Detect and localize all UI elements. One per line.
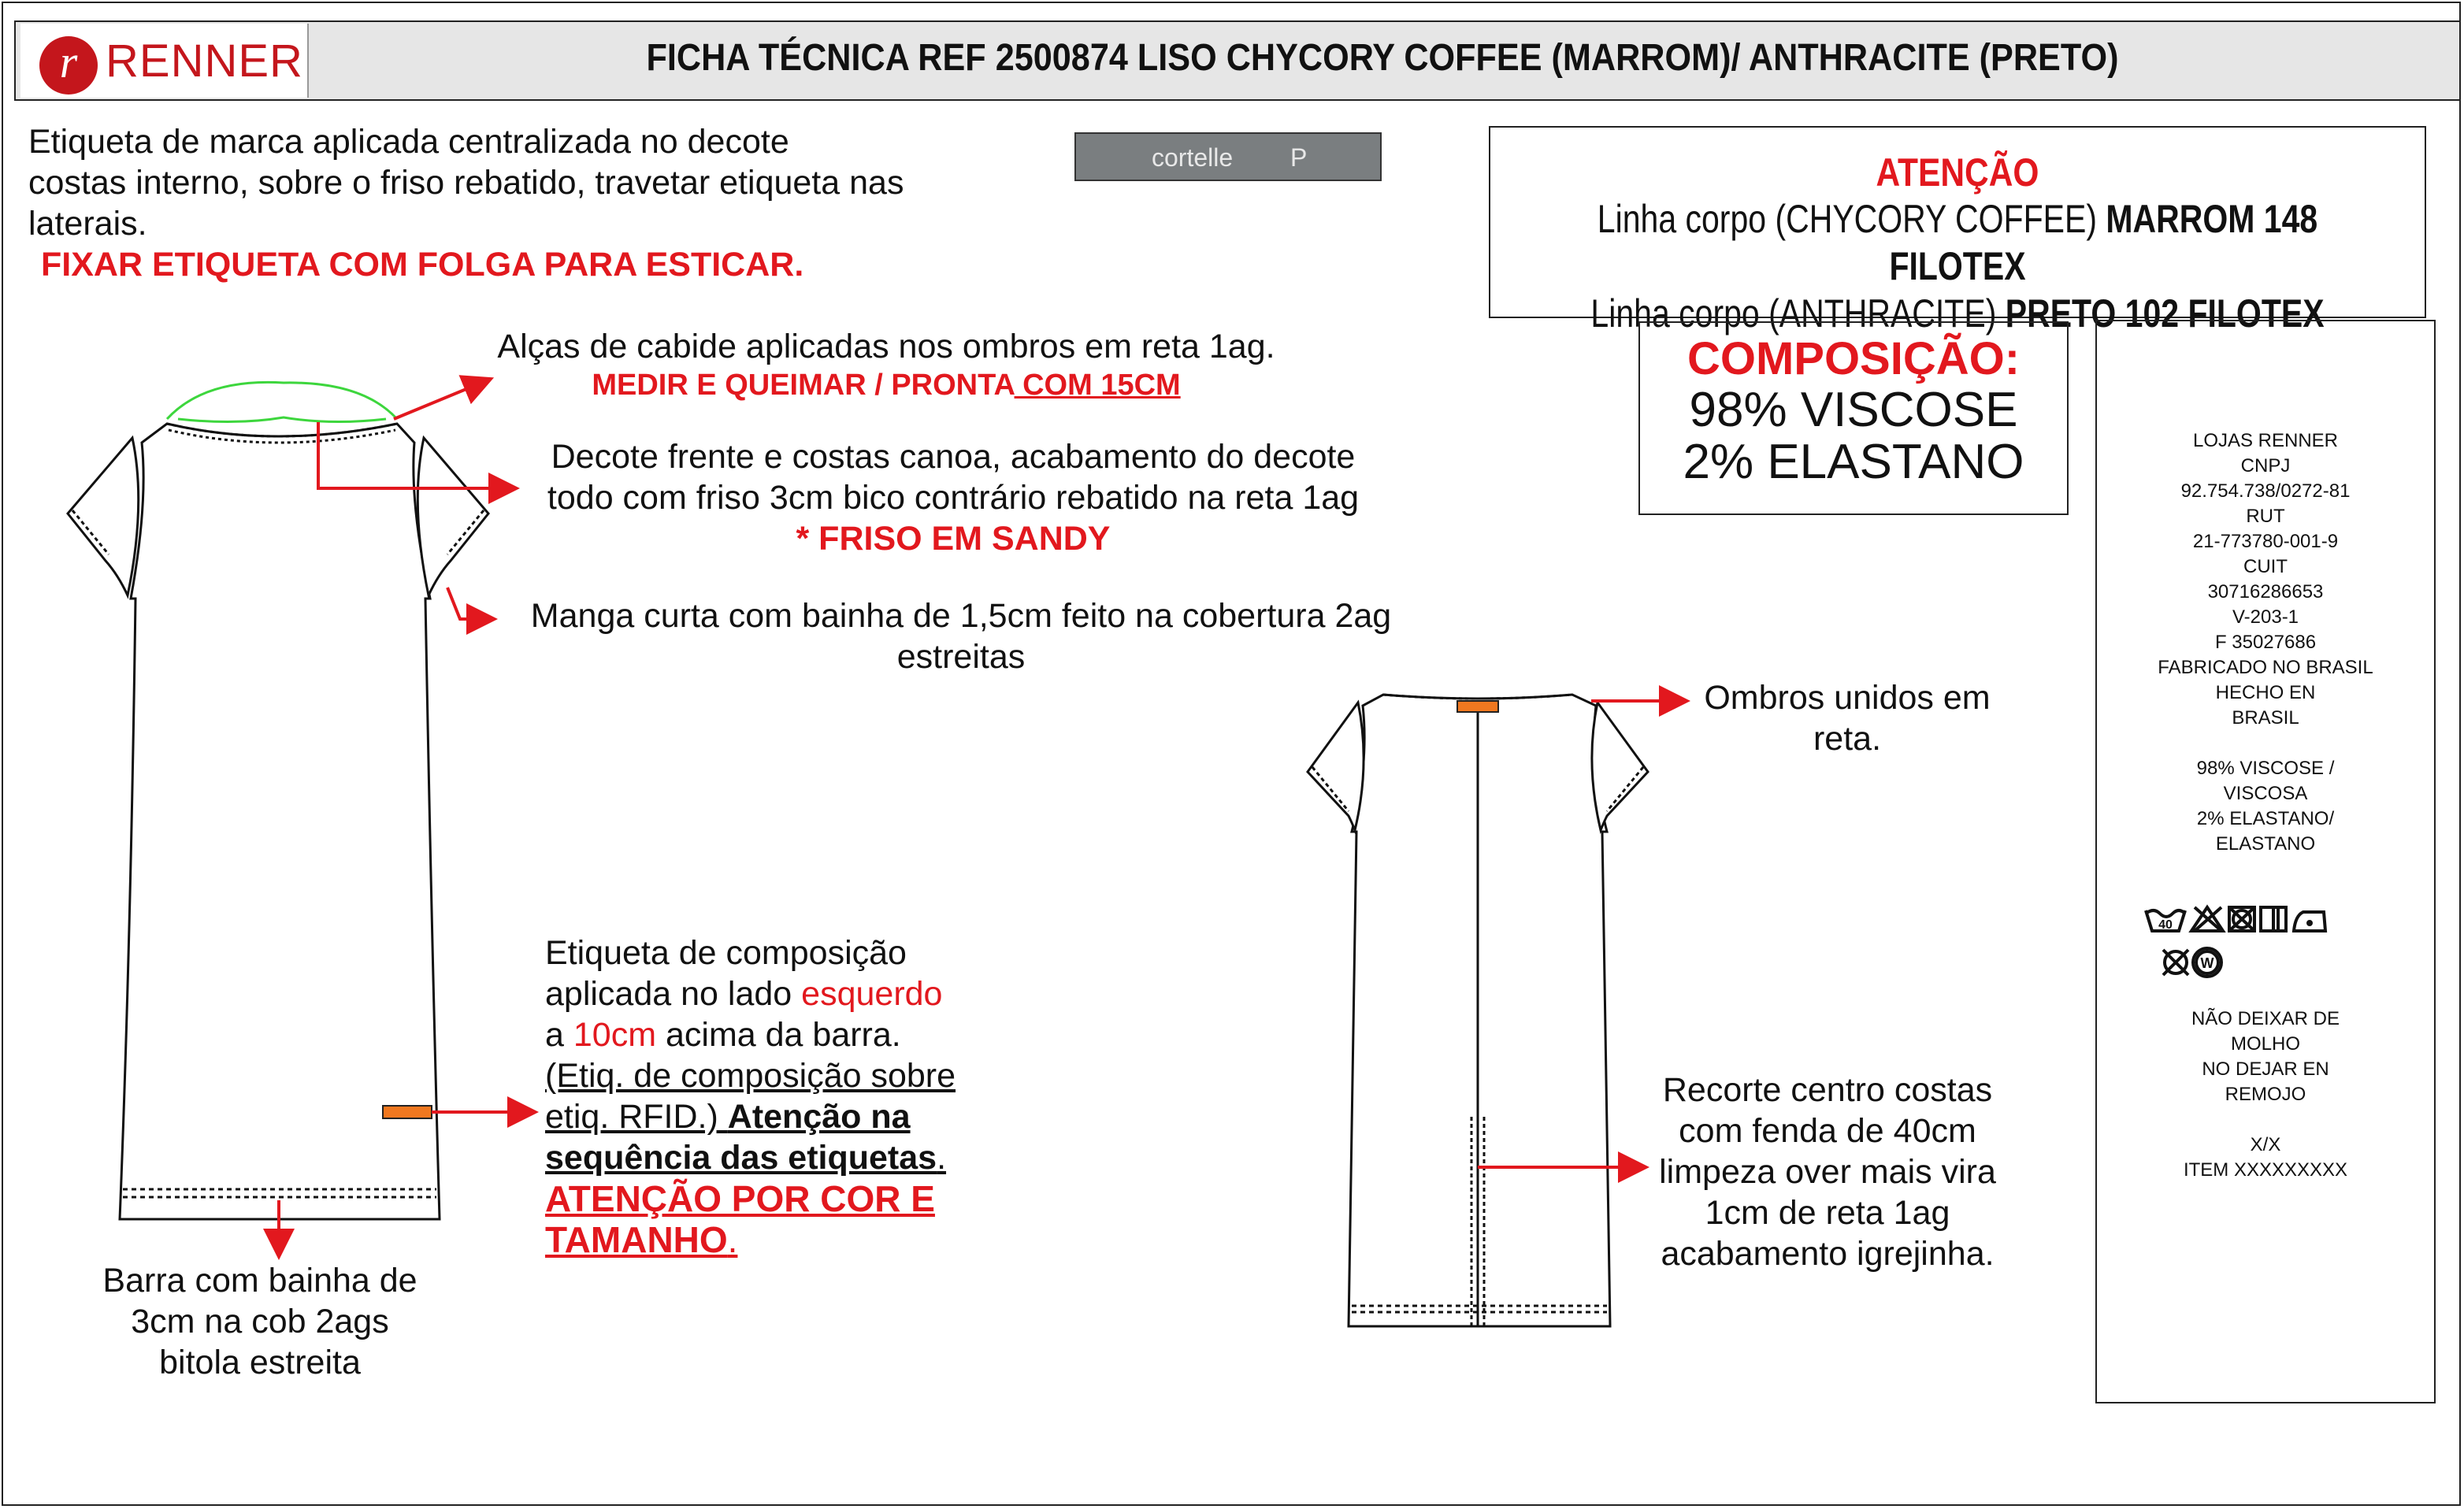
sleeve-annotation [496,595,1426,677]
back-seam-text: acabamento igrejinha. [1661,1235,1995,1273]
brand-label-size: P [1290,143,1308,172]
care-label-line: RUT [2246,506,2285,527]
brand-label-instruction-line: costas interno, sobre o friso rebatido, travetar etiqueta nas [28,164,904,202]
attention-line-thread: PRETO 102 FILOTEX [2005,291,2325,336]
arrow-sleeve [447,588,488,619]
brand-label-warning: FIXAR ETIQUETA COM FOLGA PARA ESTICAR. [41,246,804,284]
neckline-annotation [512,436,1394,559]
care-label-line: BRASIL [2232,707,2299,729]
comp-label-text-part: a [545,1016,573,1054]
comp-label-sequence: sequência das etiquetas [545,1139,937,1177]
hanger-loops [167,382,397,419]
care-label-line: ITEM XXXXXXXXX [2183,1159,2348,1181]
back-seam-text: limpeza over mais vira [1659,1153,1996,1191]
comp-label-sequence: Atenção na [727,1098,911,1136]
comp-label-text: (Etiq. de composição sobre [545,1057,956,1095]
back-brand-label-marker [1457,701,1498,712]
care-label-line: 98% VISCOSE / [2196,758,2335,779]
hem-annotation [71,1260,449,1383]
composition-line: 98% VISCOSE [1689,383,2018,437]
brand-logo-text: RENNER [106,35,303,87]
neckline-text: todo com friso 3cm bico contrário rebatido na reta 1ag [547,479,1360,517]
neckline-note: * FRISO EM SANDY [796,520,1111,558]
care-label-line: ELASTANO [2215,833,2316,855]
back-seam-text: 1cm de reta 1ag [1705,1194,1950,1232]
care-label-line: REMOJO [2225,1084,2306,1105]
attention-title: ATENÇÃO [1876,150,2039,195]
comp-label-warning-end: . [727,1219,738,1260]
back-seam-annotation [1623,1070,2032,1274]
comp-label-distance: 10cm [573,1016,657,1054]
comp-label-text [545,1014,1049,1055]
care-label-line: NO DEJAR EN [2202,1059,2329,1080]
care-label-line: CNPJ [2240,455,2291,476]
hem-text: bitola estreita [159,1344,361,1381]
comp-label-text [545,1137,1049,1178]
comp-label-text [545,973,1049,1014]
care-label-line: LOJAS RENNER [2192,430,2339,451]
comp-label-text-part: acima da barra. [656,1016,901,1054]
composition-title: COMPOSIÇÃO: [1687,333,2021,384]
comp-label-warning [545,1219,1049,1260]
back-dress-sketch [1308,695,1648,1326]
back-seam-text: com fenda de 40cm [1679,1112,1976,1150]
front-dress-sketch [68,424,488,1219]
comp-label-text: Etiqueta de composição [545,934,907,972]
svg-text:W: W [2200,955,2214,971]
brand-logo-mark: r [39,36,98,95]
care-label-line: X/X [2250,1134,2281,1155]
wash-temp-text: 40 [2158,918,2173,932]
hanger-loops-note [441,367,1331,403]
care-label-line: VISCOSA [2223,783,2308,804]
comp-label-text-part: . [937,1139,947,1177]
care-label-line: FABRICADO NO BRASIL [2158,657,2373,678]
care-label-line: 2% ELASTANO/ [2196,808,2335,829]
sleeve-text: Manga curta com bainha de 1,5cm feito na cobertura 2ag [530,597,1392,635]
comp-label-side: esquerdo [801,975,943,1013]
shoulders-text: reta. [1813,720,1882,758]
care-label-line: V-203-1 [2232,606,2299,628]
hanger-loops-note-length: COM 15CM [1014,369,1181,402]
care-label-line: CUIT [2243,556,2288,577]
document-title: FICHA TÉCNICA REF 2500874 LISO CHYCORY COFFEE (MARROM)/ ANTHRACITE (PRETO) [646,37,2119,79]
care-label-line: 92.754.738/0272-81 [2180,480,2351,502]
care-label-line: HECHO EN [2215,682,2316,703]
brand-label-name: cortelle [1152,143,1234,172]
care-label-line: 21-773780-001-9 [2192,531,2339,552]
comp-label-text-part: etiq. RFID.) [545,1098,728,1136]
shoulders-annotation [1678,677,2017,759]
care-label-line: F 35027686 [2214,632,2317,653]
composition-line: 2% ELASTANO [1683,435,2024,489]
attention-line-text: Linha corpo (ANTHRACITE) [1590,291,2006,336]
comp-label-warning-text: TAMANHO [545,1219,728,1260]
hanger-loops-note-text: MEDIR E QUEIMAR / PRONTA [592,369,1015,402]
shoulders-text: Ombros unidos em [1704,679,1991,717]
brand-label-instruction-line: laterais. [28,205,147,243]
attention-line-text: Linha corpo (CHYCORY COFFEE) [1597,197,2106,241]
care-label-line: 30716286653 [2207,581,2324,602]
care-label-line: MOLHO [2230,1033,2300,1055]
neckline-text: Decote frente e costas canoa, acabamento do decote [551,438,1356,476]
sleeve-text: estreitas [896,638,1026,676]
hanger-loops-text: Alças de cabide aplicadas nos ombros em reta 1ag. [497,328,1275,365]
comp-label-warning: ATENÇÃO POR COR E [545,1178,935,1219]
composition-label-marker [383,1106,432,1118]
comp-label-text-part: aplicada no lado [545,975,802,1013]
back-seam-text: Recorte centro costas [1662,1071,1993,1109]
hem-text: 3cm na cob 2ags [131,1303,389,1340]
attention-line-thread: MARROM 148 FILOTEX [1889,197,2318,288]
care-label-line: NÃO DEIXAR DE [2191,1008,2340,1029]
hanger-loops-annotation [441,326,1331,403]
comp-label-text [545,1096,1049,1137]
composition-label-annotation [545,932,1049,1260]
brand-label-instruction-line: Etiqueta de marca aplicada centralizada no decote [28,123,789,161]
hanger-loops [178,417,386,422]
hem-text: Barra com bainha de [102,1262,417,1300]
